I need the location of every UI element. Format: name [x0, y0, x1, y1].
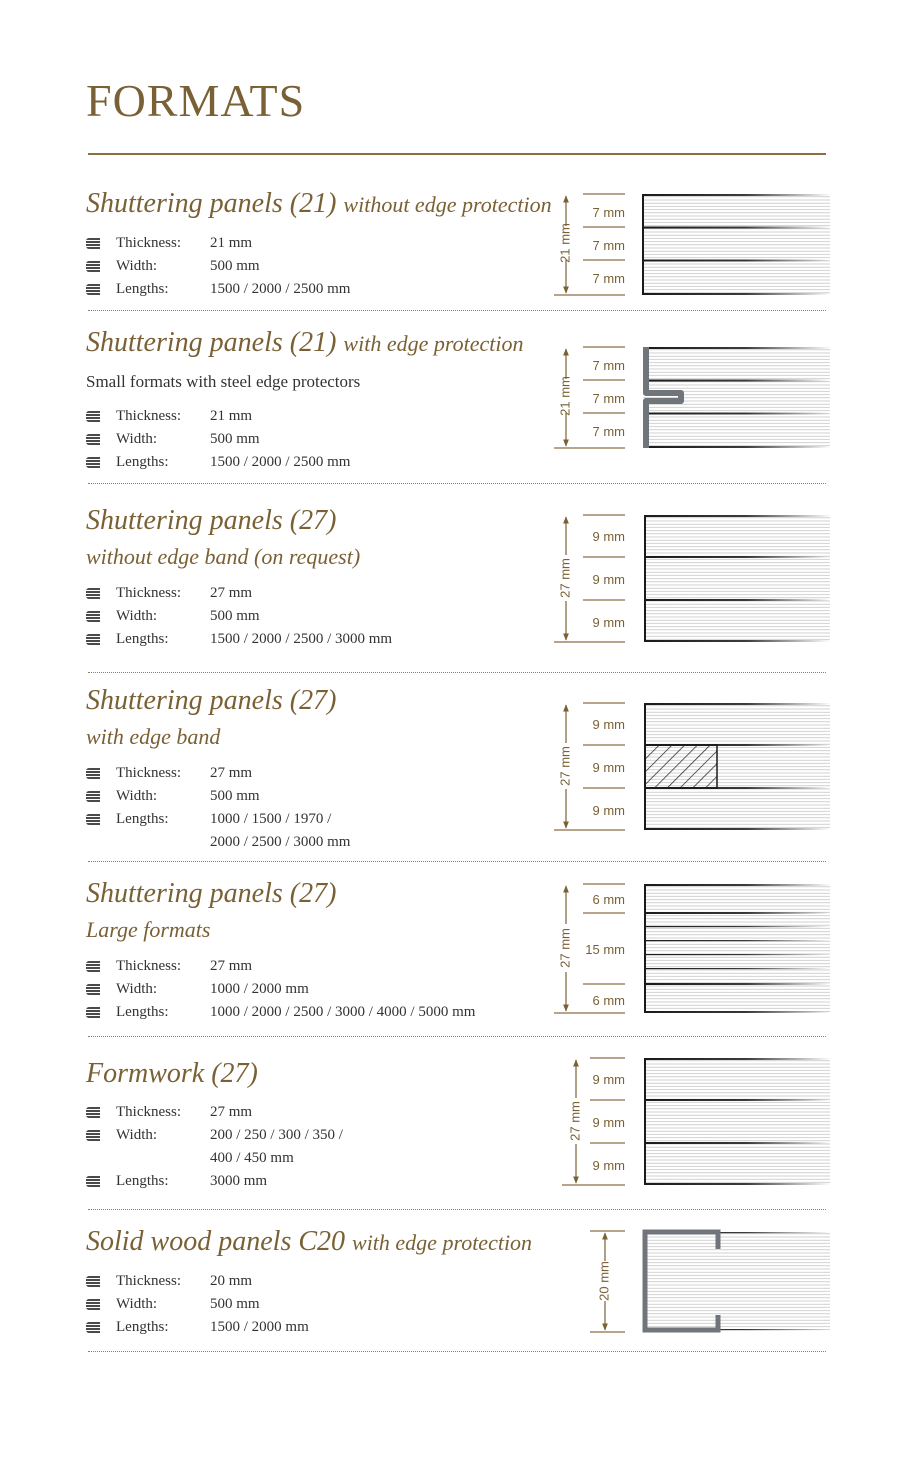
- spec-value: 21 mm: [210, 408, 253, 424]
- spec-width: [86, 428, 556, 451]
- panel-glue-line: [645, 954, 830, 955]
- layer-label: 7 mm: [592, 271, 625, 286]
- section-divider: [88, 1036, 826, 1037]
- spec-label: Width:: [116, 1296, 158, 1312]
- layer-label: 9 mm: [592, 1158, 625, 1173]
- panel-grain: [645, 884, 830, 1013]
- spec-label: Thickness:: [116, 1104, 181, 1120]
- section-heading: [86, 189, 556, 220]
- spec-list: [86, 955, 556, 1024]
- section-divider: [88, 1209, 826, 1210]
- spec-list: [86, 762, 556, 854]
- spec-label: Lengths:: [116, 631, 169, 647]
- section-divider: [88, 672, 826, 673]
- panel-edge: [643, 347, 830, 349]
- spec-value: 20 mm: [210, 1273, 253, 1289]
- layer-label: 7 mm: [592, 424, 625, 439]
- panel-glue-line: [645, 940, 830, 941]
- spec-value: 27 mm: [210, 585, 253, 601]
- dim-total-label: 21 mm: [557, 376, 573, 416]
- spec-lengths-cont: [86, 831, 556, 854]
- stacked-boards-icon: [86, 434, 100, 445]
- spec-label: Thickness:: [116, 1273, 181, 1289]
- dim-total-label: 21 mm: [557, 223, 573, 263]
- stacked-boards-icon: [86, 1276, 100, 1287]
- panel-edge: [645, 1011, 830, 1013]
- spec-label: Width:: [116, 788, 158, 804]
- panel-glue-line: [643, 413, 830, 415]
- spec-thickness: [86, 762, 556, 785]
- spec-label: Lengths:: [116, 811, 169, 827]
- spec-lengths: [86, 1170, 556, 1193]
- section-subheading: without edge band (on request): [86, 544, 361, 569]
- stacked-boards-icon: [86, 588, 100, 599]
- layer-label: 9 mm: [592, 803, 625, 818]
- spec-value: 3000 mm: [210, 1173, 268, 1189]
- edge-band-hatched: [645, 745, 717, 788]
- dim-total-label: 27 mm: [557, 928, 573, 968]
- section-note: Small formats with steel edge protectors: [86, 372, 361, 391]
- page-title: FORMATS: [86, 75, 306, 126]
- spec-label: Lengths:: [116, 1173, 169, 1189]
- section-shuttering-27-large: [86, 879, 556, 1024]
- spec-label: Width:: [116, 431, 158, 447]
- layer-label: 6 mm: [592, 993, 625, 1008]
- stacked-boards-icon: [86, 634, 100, 645]
- spec-value: 27 mm: [210, 1104, 253, 1120]
- section-shuttering-27-band: [86, 686, 556, 854]
- spec-value: 500 mm: [210, 1296, 260, 1312]
- section-shuttering-27-no-band: [86, 506, 556, 651]
- title-rule: [88, 153, 826, 155]
- panel-glue-line: [645, 1142, 830, 1144]
- section-formwork-27: [86, 1059, 556, 1193]
- layer-label: 6 mm: [592, 892, 625, 907]
- spec-lengths: [86, 451, 556, 474]
- panel-glue-line: [643, 380, 830, 382]
- panel-edge: [645, 515, 830, 517]
- stacked-boards-icon: [86, 1176, 100, 1187]
- stacked-boards-icon: [86, 1107, 100, 1118]
- stacked-boards-icon: [86, 238, 100, 249]
- layer-label: 9 mm: [592, 572, 625, 587]
- spec-lengths: [86, 278, 556, 301]
- stacked-boards-icon: [86, 768, 100, 779]
- panel-edge: [643, 446, 830, 448]
- spec-width: [86, 605, 556, 628]
- panel-edge: [645, 1183, 830, 1185]
- panel-glue-line: [643, 260, 830, 262]
- spec-lengths: [86, 628, 556, 651]
- panel-glue-line: [645, 556, 830, 558]
- dim-total-label: 27 mm: [557, 558, 573, 598]
- stacked-boards-icon: [86, 791, 100, 802]
- spec-thickness: [86, 1270, 556, 1293]
- layer-label: 9 mm: [592, 760, 625, 775]
- section-heading: Formwork (27): [86, 1058, 258, 1089]
- spec-list: [86, 232, 556, 301]
- section-heading: Shuttering panels (27): [86, 505, 337, 536]
- stacked-boards-icon: [86, 1130, 100, 1141]
- panel-edge: [645, 884, 830, 886]
- spec-label: Width:: [116, 1127, 158, 1143]
- heading-main: Shuttering panels (21): [86, 327, 337, 358]
- dim-total-label: 27 mm: [567, 1101, 583, 1141]
- spec-label: Width:: [116, 258, 158, 274]
- spec-value: 500 mm: [210, 431, 260, 447]
- section-shuttering-21-edge: [86, 328, 556, 474]
- spec-list: [86, 582, 556, 651]
- spec-width: [86, 1124, 556, 1147]
- spec-thickness: [86, 1101, 556, 1124]
- spec-label: Lengths:: [116, 1004, 169, 1020]
- spec-value: 1500 / 2000 mm: [210, 1319, 309, 1335]
- heading-suffix: with edge protection: [352, 1230, 533, 1255]
- panel-edge: [645, 828, 830, 830]
- spec-value: 2000 / 2500 / 3000 mm: [210, 834, 351, 850]
- spec-value: 1000 / 2000 / 2500 / 3000 / 4000 / 5000 mm: [210, 1004, 476, 1020]
- spec-label: Lengths:: [116, 281, 169, 297]
- panel-glue-line: [645, 968, 830, 969]
- stacked-boards-icon: [86, 814, 100, 825]
- spec-value: 400 / 450 mm: [210, 1150, 294, 1166]
- section-subheading: with edge band: [86, 724, 221, 749]
- stacked-boards-icon: [86, 1007, 100, 1018]
- heading-main: Shuttering panels (21): [86, 188, 337, 219]
- spec-label: Thickness:: [116, 765, 181, 781]
- panel-edge: [645, 703, 830, 705]
- cross-section-diagram: [550, 345, 840, 451]
- spec-list: [86, 405, 556, 474]
- layer-label: 7 mm: [592, 205, 625, 220]
- spec-width: [86, 1293, 556, 1316]
- spec-label: Lengths:: [116, 454, 169, 470]
- layer-label: 9 mm: [592, 717, 625, 732]
- spec-width: [86, 255, 556, 278]
- stacked-boards-icon: [86, 284, 100, 295]
- stacked-boards-icon: [86, 261, 100, 272]
- stacked-boards-icon: [86, 984, 100, 995]
- stacked-boards-icon: [86, 411, 100, 422]
- panel-glue-line: [643, 227, 830, 229]
- spec-label: Thickness:: [116, 235, 181, 251]
- spec-value: 27 mm: [210, 958, 253, 974]
- spec-lengths: [86, 1316, 556, 1339]
- section-heading: Shuttering panels (27): [86, 685, 337, 716]
- section-solid-wood-c20: [86, 1227, 556, 1339]
- layer-label: 9 mm: [592, 1115, 625, 1130]
- section-divider: [88, 483, 826, 484]
- spec-width: [86, 978, 556, 1001]
- panel-edge: [643, 194, 830, 196]
- panel-edge: [645, 1058, 830, 1060]
- spec-value: 500 mm: [210, 258, 260, 274]
- spec-list: [86, 1270, 556, 1339]
- dim-total-label: 27 mm: [557, 746, 573, 786]
- spec-value: 500 mm: [210, 608, 260, 624]
- layer-label: 7 mm: [592, 358, 625, 373]
- panel-glue-line: [645, 1099, 830, 1101]
- spec-list: [86, 1101, 556, 1193]
- panel-grain: [645, 515, 830, 642]
- stacked-boards-icon: [86, 611, 100, 622]
- spec-lengths: [86, 808, 556, 831]
- spec-value: 27 mm: [210, 765, 253, 781]
- dim-total-label: 20 mm: [596, 1261, 612, 1301]
- cross-section-diagram: [550, 1056, 840, 1188]
- panel-grain: [645, 1058, 830, 1185]
- panel-grain: [645, 1232, 830, 1330]
- layer-label: 9 mm: [592, 615, 625, 630]
- panel-grain: [643, 194, 830, 295]
- stacked-boards-icon: [86, 961, 100, 972]
- panel-glue-line: [645, 926, 830, 927]
- heading-main: Solid wood panels C20: [86, 1226, 346, 1257]
- spec-label: Lengths:: [116, 1319, 169, 1335]
- spec-label: Thickness:: [116, 585, 181, 601]
- spec-thickness: [86, 405, 556, 428]
- stacked-boards-icon: [86, 1299, 100, 1310]
- spec-width: [86, 785, 556, 808]
- cross-section-diagram: [550, 192, 840, 298]
- panel-glue-line: [645, 599, 830, 601]
- layer-label: 7 mm: [592, 391, 625, 406]
- spec-value: 21 mm: [210, 235, 253, 251]
- section-heading: [86, 328, 556, 359]
- spec-value: 200 / 250 / 300 / 350 /: [210, 1127, 343, 1143]
- spec-thickness: [86, 232, 556, 255]
- heading-suffix: with edge protection: [343, 331, 524, 356]
- panel-edge: [643, 293, 830, 295]
- section-divider: [88, 861, 826, 862]
- section-divider: [88, 310, 826, 311]
- panel-glue-line: [645, 983, 830, 985]
- spec-width-cont: [86, 1147, 556, 1170]
- spec-label: Thickness:: [116, 408, 181, 424]
- section-subheading: Large formats: [86, 917, 211, 942]
- spec-thickness: [86, 582, 556, 605]
- cross-section-diagram: [550, 701, 840, 833]
- spec-lengths: [86, 1001, 556, 1024]
- panel-edge: [645, 640, 830, 642]
- spec-thickness: [86, 955, 556, 978]
- section-shuttering-21-no-edge: [86, 189, 556, 301]
- spec-value: 1500 / 2000 / 2500 / 3000 mm: [210, 631, 393, 647]
- section-heading: [86, 1227, 556, 1258]
- spec-value: 500 mm: [210, 788, 260, 804]
- cross-section-diagram: [550, 1229, 840, 1335]
- layer-label: 9 mm: [592, 529, 625, 544]
- spec-label: Width:: [116, 608, 158, 624]
- spec-value: 1500 / 2000 / 2500 mm: [210, 281, 351, 297]
- layer-label: 7 mm: [592, 238, 625, 253]
- cross-section-diagram: [550, 882, 840, 1016]
- stacked-boards-icon: [86, 1322, 100, 1333]
- spec-label: Width:: [116, 981, 158, 997]
- spec-value: 1000 / 2000 mm: [210, 981, 309, 997]
- layer-label: 9 mm: [592, 1072, 625, 1087]
- panel-grain: [643, 347, 830, 448]
- spec-label: Thickness:: [116, 958, 181, 974]
- section-heading: Shuttering panels (27): [86, 878, 337, 909]
- spec-value: 1000 / 1500 / 1970 /: [210, 811, 332, 827]
- panel-glue-line: [645, 912, 830, 914]
- section-divider: [88, 1351, 826, 1352]
- cross-section-diagram: [550, 513, 840, 645]
- spec-value: 1500 / 2000 / 2500 mm: [210, 454, 351, 470]
- stacked-boards-icon: [86, 457, 100, 468]
- layer-label: 15 mm: [585, 942, 625, 957]
- heading-suffix: without edge protection: [343, 192, 552, 217]
